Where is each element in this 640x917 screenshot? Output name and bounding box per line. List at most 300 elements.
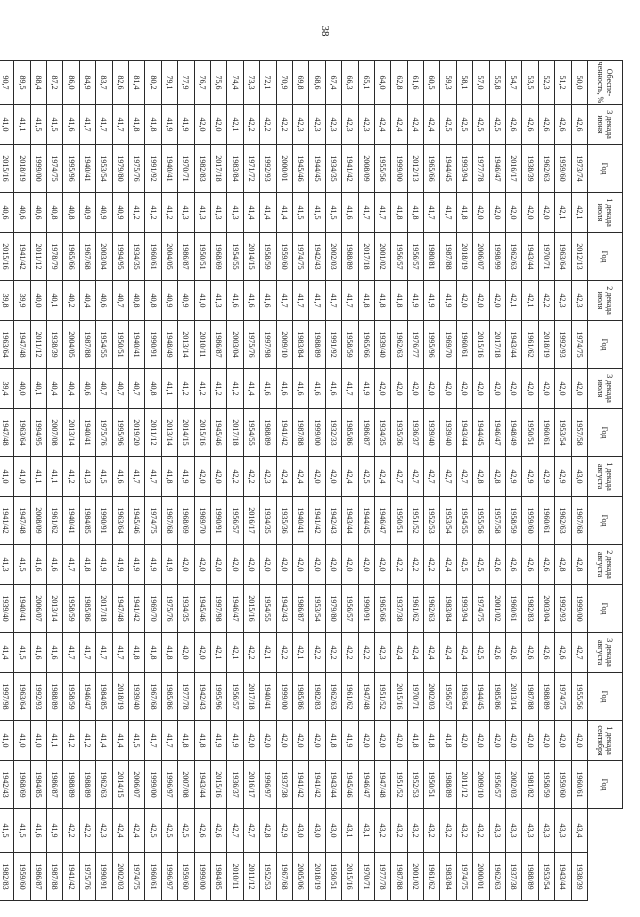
year-cell: 1975/76 bbox=[243, 321, 259, 369]
year-cell: 1994/95 bbox=[112, 233, 128, 281]
probability-cell: 73,3 bbox=[243, 61, 259, 105]
year-cell: 1956/57 bbox=[227, 497, 243, 545]
year-cell: 2000/01 bbox=[473, 853, 489, 901]
value-cell: 41,8 bbox=[358, 281, 374, 321]
year-cell: 1974/75 bbox=[456, 853, 472, 901]
table-row bbox=[96, 61, 112, 901]
value-cell: 41,2 bbox=[145, 193, 161, 233]
year-cell: 1983/84 bbox=[440, 853, 456, 901]
table-row bbox=[456, 61, 472, 901]
value-cell: 42,0 bbox=[473, 281, 489, 321]
value-cell: 41,7 bbox=[112, 633, 128, 673]
year-cell: 2015/16 bbox=[243, 585, 259, 633]
value-cell: 41,0 bbox=[0, 721, 14, 761]
value-cell: 42,6 bbox=[506, 633, 522, 673]
value-cell: 41,7 bbox=[276, 281, 292, 321]
value-cell: 41,9 bbox=[407, 281, 423, 321]
year-cell: 2001/02 bbox=[407, 853, 423, 901]
year-cell: 1986/87 bbox=[47, 761, 63, 809]
probability-cell: 59,3 bbox=[440, 61, 456, 105]
table-row bbox=[47, 61, 63, 901]
value-cell: 41,8 bbox=[145, 633, 161, 673]
value-cell: 42,2 bbox=[407, 545, 423, 585]
page-number: 38 bbox=[319, 25, 331, 37]
year-cell: 1988/89 bbox=[47, 673, 63, 721]
year-cell: 2015/16 bbox=[211, 761, 227, 809]
year-cell: 1951/52 bbox=[391, 761, 407, 809]
year-cell: 1961/62 bbox=[47, 497, 63, 545]
value-cell: 41,5 bbox=[14, 545, 30, 585]
year-cell: 1955/56 bbox=[473, 497, 489, 545]
year-cell: 1938/39 bbox=[47, 321, 63, 369]
column-header: Год bbox=[588, 233, 623, 281]
year-cell: 1950/51 bbox=[112, 321, 128, 369]
value-cell: 41,7 bbox=[79, 633, 95, 673]
year-cell: 1953/54 bbox=[309, 585, 325, 633]
value-cell: 41,8 bbox=[161, 633, 177, 673]
year-cell: 1979/80 bbox=[325, 585, 341, 633]
value-cell: 41,6 bbox=[243, 281, 259, 321]
probability-cell: 75,6 bbox=[211, 61, 227, 105]
value-cell: 42,0 bbox=[506, 721, 522, 761]
year-cell: 2011/12 bbox=[145, 409, 161, 457]
value-cell: 41,7 bbox=[96, 633, 112, 673]
year-cell: 2015/16 bbox=[0, 233, 14, 281]
year-cell: 2002/03 bbox=[506, 761, 522, 809]
year-cell: 1997/98 bbox=[260, 321, 276, 369]
table-row bbox=[211, 61, 227, 901]
year-cell: 1994/95 bbox=[30, 409, 46, 457]
year-cell: 1940/41 bbox=[129, 321, 145, 369]
value-cell: 42,3 bbox=[309, 105, 325, 145]
table-row bbox=[440, 61, 456, 901]
value-cell: 41,5 bbox=[14, 809, 30, 853]
value-cell: 41,4 bbox=[276, 193, 292, 233]
probability-cell: 77,9 bbox=[178, 61, 194, 105]
value-cell: 41,6 bbox=[276, 369, 292, 409]
value-cell: 42,0 bbox=[374, 721, 390, 761]
value-cell: 42,0 bbox=[309, 457, 325, 497]
value-cell: 41,0 bbox=[0, 457, 14, 497]
value-cell: 39,4 bbox=[0, 369, 14, 409]
year-cell: 2011/12 bbox=[243, 853, 259, 901]
value-cell: 41,8 bbox=[391, 281, 407, 321]
value-cell: 42,0 bbox=[391, 369, 407, 409]
value-cell: 43,2 bbox=[407, 809, 423, 853]
year-cell: 1990/91 bbox=[96, 497, 112, 545]
value-cell: 42,4 bbox=[424, 105, 440, 145]
value-cell: 42,0 bbox=[243, 721, 259, 761]
value-cell: 42,3 bbox=[555, 281, 571, 321]
value-cell: 42,4 bbox=[276, 457, 292, 497]
year-cell: 1982/83 bbox=[309, 673, 325, 721]
value-cell: 41,2 bbox=[178, 369, 194, 409]
year-cell: 1998/99 bbox=[489, 233, 505, 281]
year-cell: 2011/12 bbox=[30, 233, 46, 281]
value-cell: 41,5 bbox=[30, 105, 46, 145]
year-cell: 2018/19 bbox=[309, 853, 325, 901]
column-header: Год bbox=[588, 761, 623, 809]
value-cell: 42,4 bbox=[407, 105, 423, 145]
value-cell: 42,6 bbox=[489, 545, 505, 585]
year-cell: 1992/93 bbox=[30, 673, 46, 721]
probability-cell: 74,4 bbox=[227, 61, 243, 105]
value-cell: 43,0 bbox=[571, 457, 587, 497]
value-cell: 41,8 bbox=[440, 721, 456, 761]
year-cell: 2001/02 bbox=[489, 585, 505, 633]
year-cell: 1987/88 bbox=[391, 853, 407, 901]
table-row bbox=[243, 61, 259, 901]
value-cell: 41,8 bbox=[407, 721, 423, 761]
year-cell: 1946/47 bbox=[489, 145, 505, 193]
year-cell: 1956/57 bbox=[227, 673, 243, 721]
value-cell: 42,0 bbox=[555, 369, 571, 409]
value-cell: 42,0 bbox=[260, 545, 276, 585]
year-cell: 1947/48 bbox=[358, 673, 374, 721]
column-header: Год bbox=[588, 585, 623, 633]
value-cell: 41,8 bbox=[79, 545, 95, 585]
year-cell: 1970/71 bbox=[178, 145, 194, 193]
year-cell: 1961/62 bbox=[424, 853, 440, 901]
year-cell: 1956/57 bbox=[489, 761, 505, 809]
year-cell: 2018/19 bbox=[538, 321, 554, 369]
year-cell: 1975/76 bbox=[129, 145, 145, 193]
value-cell: 41,7 bbox=[342, 369, 358, 409]
year-cell: 1934/35 bbox=[325, 145, 341, 193]
year-cell: 2013/14 bbox=[47, 585, 63, 633]
year-cell: 1990/91 bbox=[358, 585, 374, 633]
value-cell: 41,0 bbox=[14, 721, 30, 761]
year-cell: 1941/42 bbox=[342, 145, 358, 193]
value-cell: 42,1 bbox=[260, 633, 276, 673]
value-cell: 41,2 bbox=[161, 193, 177, 233]
value-cell: 40,8 bbox=[47, 193, 63, 233]
value-cell: 39,9 bbox=[14, 281, 30, 321]
value-cell: 41,9 bbox=[47, 809, 63, 853]
year-cell: 2008/09 bbox=[358, 145, 374, 193]
year-cell: 1993/94 bbox=[456, 585, 472, 633]
value-cell: 41,0 bbox=[194, 281, 210, 321]
value-cell: 42,7 bbox=[243, 809, 259, 853]
value-cell: 42,2 bbox=[260, 105, 276, 145]
value-cell: 42,5 bbox=[358, 457, 374, 497]
value-cell: 40,6 bbox=[30, 193, 46, 233]
value-cell: 42,2 bbox=[243, 105, 259, 145]
year-cell: 1943/44 bbox=[522, 233, 538, 281]
year-cell: 1982/83 bbox=[522, 585, 538, 633]
value-cell: 41,3 bbox=[227, 193, 243, 233]
value-cell: 41,4 bbox=[243, 193, 259, 233]
year-cell: 1953/54 bbox=[440, 497, 456, 545]
year-cell: 1990/91 bbox=[96, 853, 112, 901]
year-cell: 1958/59 bbox=[260, 233, 276, 281]
year-cell: 2017/18 bbox=[227, 409, 243, 457]
year-cell: 1941/42 bbox=[0, 497, 14, 545]
value-cell: 40,9 bbox=[96, 193, 112, 233]
table-row bbox=[538, 61, 554, 901]
year-cell: 1944/45 bbox=[309, 145, 325, 193]
value-cell: 42,6 bbox=[571, 105, 587, 145]
value-cell: 42,0 bbox=[473, 721, 489, 761]
value-cell: 42,0 bbox=[374, 369, 390, 409]
year-cell: 1990/91 bbox=[145, 321, 161, 369]
year-cell: 1938/39 bbox=[522, 145, 538, 193]
year-cell: 1984/85 bbox=[30, 761, 46, 809]
value-cell: 40,9 bbox=[178, 281, 194, 321]
value-cell: 42,9 bbox=[538, 457, 554, 497]
year-cell: 1954/55 bbox=[260, 585, 276, 633]
value-cell: 41,3 bbox=[211, 281, 227, 321]
year-cell: 1984/85 bbox=[211, 853, 227, 901]
year-cell: 1957/58 bbox=[571, 409, 587, 457]
year-cell: 1963/64 bbox=[0, 321, 14, 369]
value-cell: 42,8 bbox=[489, 457, 505, 497]
value-cell: 42,0 bbox=[374, 545, 390, 585]
column-header: Обеспе-ченность, % bbox=[588, 61, 623, 105]
year-cell: 1965/66 bbox=[358, 321, 374, 369]
value-cell: 41,6 bbox=[292, 369, 308, 409]
year-cell: 1939/40 bbox=[424, 409, 440, 457]
column-header: 1 декада июля bbox=[588, 193, 623, 233]
value-cell: 42,0 bbox=[571, 369, 587, 409]
value-cell: 41,6 bbox=[47, 545, 63, 585]
value-cell: 41,7 bbox=[309, 281, 325, 321]
value-cell: 42,8 bbox=[571, 545, 587, 585]
value-cell: 42,0 bbox=[473, 369, 489, 409]
value-cell: 43,1 bbox=[358, 809, 374, 853]
value-cell: 41,4 bbox=[96, 721, 112, 761]
value-cell: 40,7 bbox=[112, 369, 128, 409]
value-cell: 42,0 bbox=[538, 193, 554, 233]
value-cell: 41,6 bbox=[63, 105, 79, 145]
value-cell: 41,9 bbox=[145, 545, 161, 585]
value-cell: 41,7 bbox=[112, 105, 128, 145]
year-cell: 1948/49 bbox=[161, 321, 177, 369]
value-cell: 42,7 bbox=[456, 457, 472, 497]
year-cell: 1983/84 bbox=[292, 321, 308, 369]
year-cell: 1953/54 bbox=[555, 409, 571, 457]
value-cell: 42,0 bbox=[260, 721, 276, 761]
year-cell: 1982/83 bbox=[0, 853, 14, 901]
year-cell: 1946/47 bbox=[227, 585, 243, 633]
table-row bbox=[473, 61, 489, 901]
year-cell: 1985/86 bbox=[292, 673, 308, 721]
value-cell: 42,4 bbox=[374, 105, 390, 145]
value-cell: 42,7 bbox=[571, 633, 587, 673]
year-cell: 1968/69 bbox=[178, 497, 194, 545]
year-cell: 1945/46 bbox=[194, 585, 210, 633]
value-cell: 42,0 bbox=[194, 457, 210, 497]
year-cell: 1985/86 bbox=[161, 673, 177, 721]
value-cell: 43,3 bbox=[522, 809, 538, 853]
value-cell: 42,0 bbox=[456, 369, 472, 409]
year-cell: 2015/16 bbox=[0, 145, 14, 193]
value-cell: 41,7 bbox=[63, 633, 79, 673]
probability-cell: 84,9 bbox=[79, 61, 95, 105]
value-cell: 41,9 bbox=[211, 721, 227, 761]
value-cell: 41,7 bbox=[342, 281, 358, 321]
value-cell: 42,5 bbox=[473, 105, 489, 145]
year-cell: 1987/88 bbox=[522, 673, 538, 721]
year-cell: 1977/78 bbox=[178, 673, 194, 721]
value-cell: 41,4 bbox=[112, 721, 128, 761]
table-row bbox=[260, 61, 276, 901]
value-cell: 41,0 bbox=[0, 105, 14, 145]
year-cell: 1963/64 bbox=[555, 233, 571, 281]
year-cell: 1993/94 bbox=[456, 145, 472, 193]
value-cell: 42,2 bbox=[227, 457, 243, 497]
probability-cell: 50,0 bbox=[571, 61, 587, 105]
value-cell: 43,3 bbox=[506, 809, 522, 853]
value-cell: 42,5 bbox=[473, 545, 489, 585]
value-cell: 42,1 bbox=[292, 633, 308, 673]
year-cell: 1969/70 bbox=[145, 585, 161, 633]
year-cell: 2009/10 bbox=[276, 321, 292, 369]
value-cell: 41,6 bbox=[30, 633, 46, 673]
table-row bbox=[0, 61, 14, 901]
year-cell: 2007/08 bbox=[47, 409, 63, 457]
value-cell: 42,1 bbox=[211, 633, 227, 673]
value-cell: 42,0 bbox=[325, 457, 341, 497]
value-cell: 41,7 bbox=[161, 721, 177, 761]
value-cell: 42,0 bbox=[407, 369, 423, 409]
year-cell: 1983/84 bbox=[227, 145, 243, 193]
year-cell: 1941/42 bbox=[309, 761, 325, 809]
year-cell: 1992/93 bbox=[555, 321, 571, 369]
year-cell: 1962/63 bbox=[506, 233, 522, 281]
value-cell: 42,0 bbox=[424, 369, 440, 409]
column-header: 1 декада сентября bbox=[588, 721, 623, 761]
year-cell: 1970/71 bbox=[407, 673, 423, 721]
year-cell: 1960/61 bbox=[145, 853, 161, 901]
value-cell: 42,2 bbox=[276, 633, 292, 673]
value-cell: 41,7 bbox=[424, 193, 440, 233]
value-cell: 42,6 bbox=[555, 105, 571, 145]
value-cell: 41,7 bbox=[292, 281, 308, 321]
value-cell: 42,2 bbox=[243, 457, 259, 497]
year-cell: 1937/38 bbox=[276, 761, 292, 809]
year-cell: 1973/74 bbox=[571, 145, 587, 193]
value-cell: 41,7 bbox=[325, 281, 341, 321]
year-cell: 1940/41 bbox=[63, 497, 79, 545]
year-cell: 2002/03 bbox=[424, 673, 440, 721]
value-cell: 43,0 bbox=[292, 809, 308, 853]
year-cell: 1996/97 bbox=[260, 761, 276, 809]
value-cell: 42,0 bbox=[489, 369, 505, 409]
value-cell: 42,4 bbox=[456, 633, 472, 673]
value-cell: 41,8 bbox=[129, 633, 145, 673]
probability-cell: 66,3 bbox=[342, 61, 358, 105]
value-cell: 43,0 bbox=[309, 809, 325, 853]
year-cell: 1965/66 bbox=[374, 585, 390, 633]
table-row bbox=[292, 61, 308, 901]
value-cell: 42,0 bbox=[555, 721, 571, 761]
value-cell: 40,7 bbox=[96, 369, 112, 409]
value-cell: 41,9 bbox=[358, 369, 374, 409]
year-cell: 1939/40 bbox=[374, 321, 390, 369]
table-row bbox=[506, 61, 522, 901]
value-cell: 41,8 bbox=[424, 721, 440, 761]
year-cell: 1967/68 bbox=[276, 853, 292, 901]
value-cell: 40,4 bbox=[63, 369, 79, 409]
year-cell: 2013/14 bbox=[178, 321, 194, 369]
year-cell: 1953/54 bbox=[96, 145, 112, 193]
year-cell: 1958/59 bbox=[538, 761, 554, 809]
year-cell: 1950/51 bbox=[522, 409, 538, 457]
value-cell: 40,8 bbox=[129, 281, 145, 321]
year-cell: 1952/53 bbox=[424, 497, 440, 545]
year-cell: 2003/04 bbox=[96, 233, 112, 281]
year-cell: 1945/46 bbox=[342, 761, 358, 809]
value-cell: 41,8 bbox=[129, 105, 145, 145]
value-cell: 42,0 bbox=[342, 545, 358, 585]
year-cell: 1943/44 bbox=[194, 761, 210, 809]
year-cell: 1934/35 bbox=[260, 497, 276, 545]
value-cell: 42,5 bbox=[489, 105, 505, 145]
year-cell: 2010/11 bbox=[194, 321, 210, 369]
year-cell: 1945/46 bbox=[129, 497, 145, 545]
year-cell: 2002/03 bbox=[325, 233, 341, 281]
value-cell: 42,1 bbox=[506, 281, 522, 321]
year-cell: 1946/47 bbox=[79, 673, 95, 721]
value-cell: 42,0 bbox=[227, 545, 243, 585]
value-cell: 42,6 bbox=[538, 105, 554, 145]
value-cell: 42,0 bbox=[178, 633, 194, 673]
value-cell: 43,1 bbox=[342, 809, 358, 853]
value-cell: 42,1 bbox=[522, 281, 538, 321]
year-cell: 2016/17 bbox=[506, 145, 522, 193]
value-cell: 42,0 bbox=[473, 193, 489, 233]
value-cell: 41,9 bbox=[342, 721, 358, 761]
value-cell: 41,2 bbox=[63, 457, 79, 497]
probability-cell: 86,0 bbox=[63, 61, 79, 105]
value-cell: 42,2 bbox=[358, 633, 374, 673]
year-cell: 1937/38 bbox=[391, 585, 407, 633]
year-cell: 1955/56 bbox=[374, 145, 390, 193]
value-cell: 40,4 bbox=[79, 281, 95, 321]
table-row bbox=[194, 61, 210, 901]
year-cell: 1959/60 bbox=[276, 233, 292, 281]
value-cell: 42,0 bbox=[194, 633, 210, 673]
value-cell: 42,6 bbox=[538, 633, 554, 673]
year-cell: 1976/77 bbox=[407, 321, 423, 369]
year-cell: 1962/63 bbox=[391, 321, 407, 369]
year-cell: 2003/04 bbox=[538, 585, 554, 633]
year-cell: 1935/36 bbox=[391, 409, 407, 457]
value-cell: 41,6 bbox=[227, 281, 243, 321]
value-cell: 41,5 bbox=[129, 721, 145, 761]
year-cell: 1958/59 bbox=[63, 673, 79, 721]
value-cell: 41,7 bbox=[79, 105, 95, 145]
value-cell: 42,3 bbox=[292, 105, 308, 145]
year-cell: 1974/75 bbox=[129, 853, 145, 901]
table-row bbox=[309, 61, 325, 901]
value-cell: 42,4 bbox=[292, 457, 308, 497]
value-cell: 41,6 bbox=[260, 369, 276, 409]
value-cell: 42,0 bbox=[571, 721, 587, 761]
year-cell: 1986/87 bbox=[178, 233, 194, 281]
value-cell: 41,5 bbox=[292, 193, 308, 233]
year-cell: 1992/93 bbox=[555, 585, 571, 633]
year-cell: 2013/14 bbox=[63, 409, 79, 457]
year-cell: 1932/33 bbox=[325, 409, 341, 457]
value-cell: 41,2 bbox=[129, 193, 145, 233]
value-cell: 41,8 bbox=[178, 721, 194, 761]
year-cell: 1958/59 bbox=[506, 497, 522, 545]
year-cell: 1934/35 bbox=[374, 409, 390, 457]
year-cell: 1977/78 bbox=[473, 145, 489, 193]
year-cell: 1952/53 bbox=[260, 853, 276, 901]
